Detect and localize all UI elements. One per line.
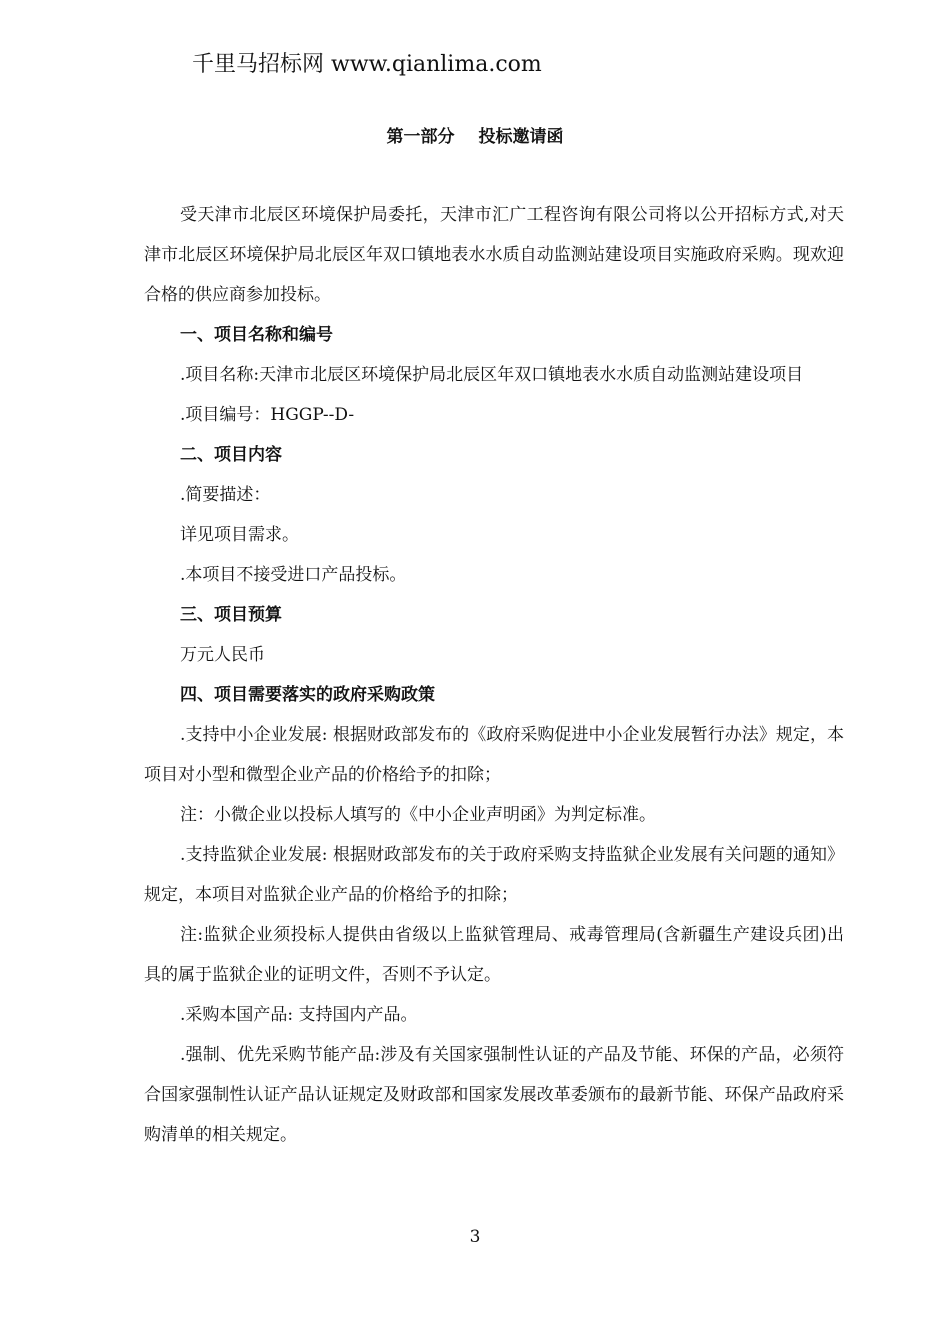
title-name: 投标邀请函: [478, 127, 564, 147]
page-number: 3: [469, 1227, 481, 1247]
brief-description: 详见项目需求。: [180, 525, 299, 545]
project-name: .项目名称:天津市北辰区环境保护局北辰区年双口镇地表水水质自动监测站建设项目: [180, 365, 804, 385]
domestic-product-policy: .采购本国产品: 支持国内产品。: [180, 1005, 418, 1025]
sme-policy: .支持中小企业发展: 根据财政部发布的《政府采购促进中小企业发展暂行办法》规定，本项目对小型和微型企业产品的价格给予的扣除；: [144, 725, 844, 785]
page-title: [0, 124, 950, 150]
sme-note: 注：小微企业以投标人填写的《中小企业声明函》为判定标准。: [180, 805, 656, 825]
section-heading-4: 四、项目需要落实的政府采购政策: [180, 685, 435, 705]
budget: 万元人民币: [180, 645, 265, 665]
prison-enterprise-policy: .支持监狱企业发展: 根据财政部发布的关于政府采购支持监狱企业发展有关问题的通知》规定，本项目对监狱企业产品的价格给予的扣除；: [144, 845, 844, 905]
document-body: [144, 195, 844, 1155]
intro-paragraph: 受天津市北辰区环境保护局委托，天津市汇广工程咨询有限公司将以公开招标方式,对天津市北辰区环境保护局北辰区年双口镇地表水水质自动监测站建设项目实施政府采购。现欢迎合格的供应商参加投标。: [144, 205, 844, 305]
energy-saving-policy: .强制、优先采购节能产品:涉及有关国家强制性认证的产品及节能、环保的产品，必须符合国家强制性认证产品认证规定及财政部和国家发展改革委颁布的最新节能、环保产品政府采购清单的相关规定。: [144, 1045, 844, 1145]
watermark-header: 千里马招标网 www.qianlima.com: [192, 52, 542, 77]
brief-description-label: .简要描述：: [180, 485, 271, 505]
import-restriction: .本项目不接受进口产品投标。: [180, 565, 407, 585]
section-heading-1: 一、项目名称和编号: [180, 325, 333, 345]
prison-enterprise-note: 注:监狱企业须投标人提供由省级以上监狱管理局、戒毒管理局(含新疆生产建设兵团)出具的属于监狱企业的证明文件，否则不予认定。: [144, 925, 844, 985]
section-heading-3: 三、项目预算: [180, 605, 282, 625]
section-heading-2: 二、项目内容: [180, 445, 282, 465]
title-part: 第一部分: [386, 127, 455, 147]
project-number: .项目编号：HGGP--D-: [180, 405, 355, 425]
